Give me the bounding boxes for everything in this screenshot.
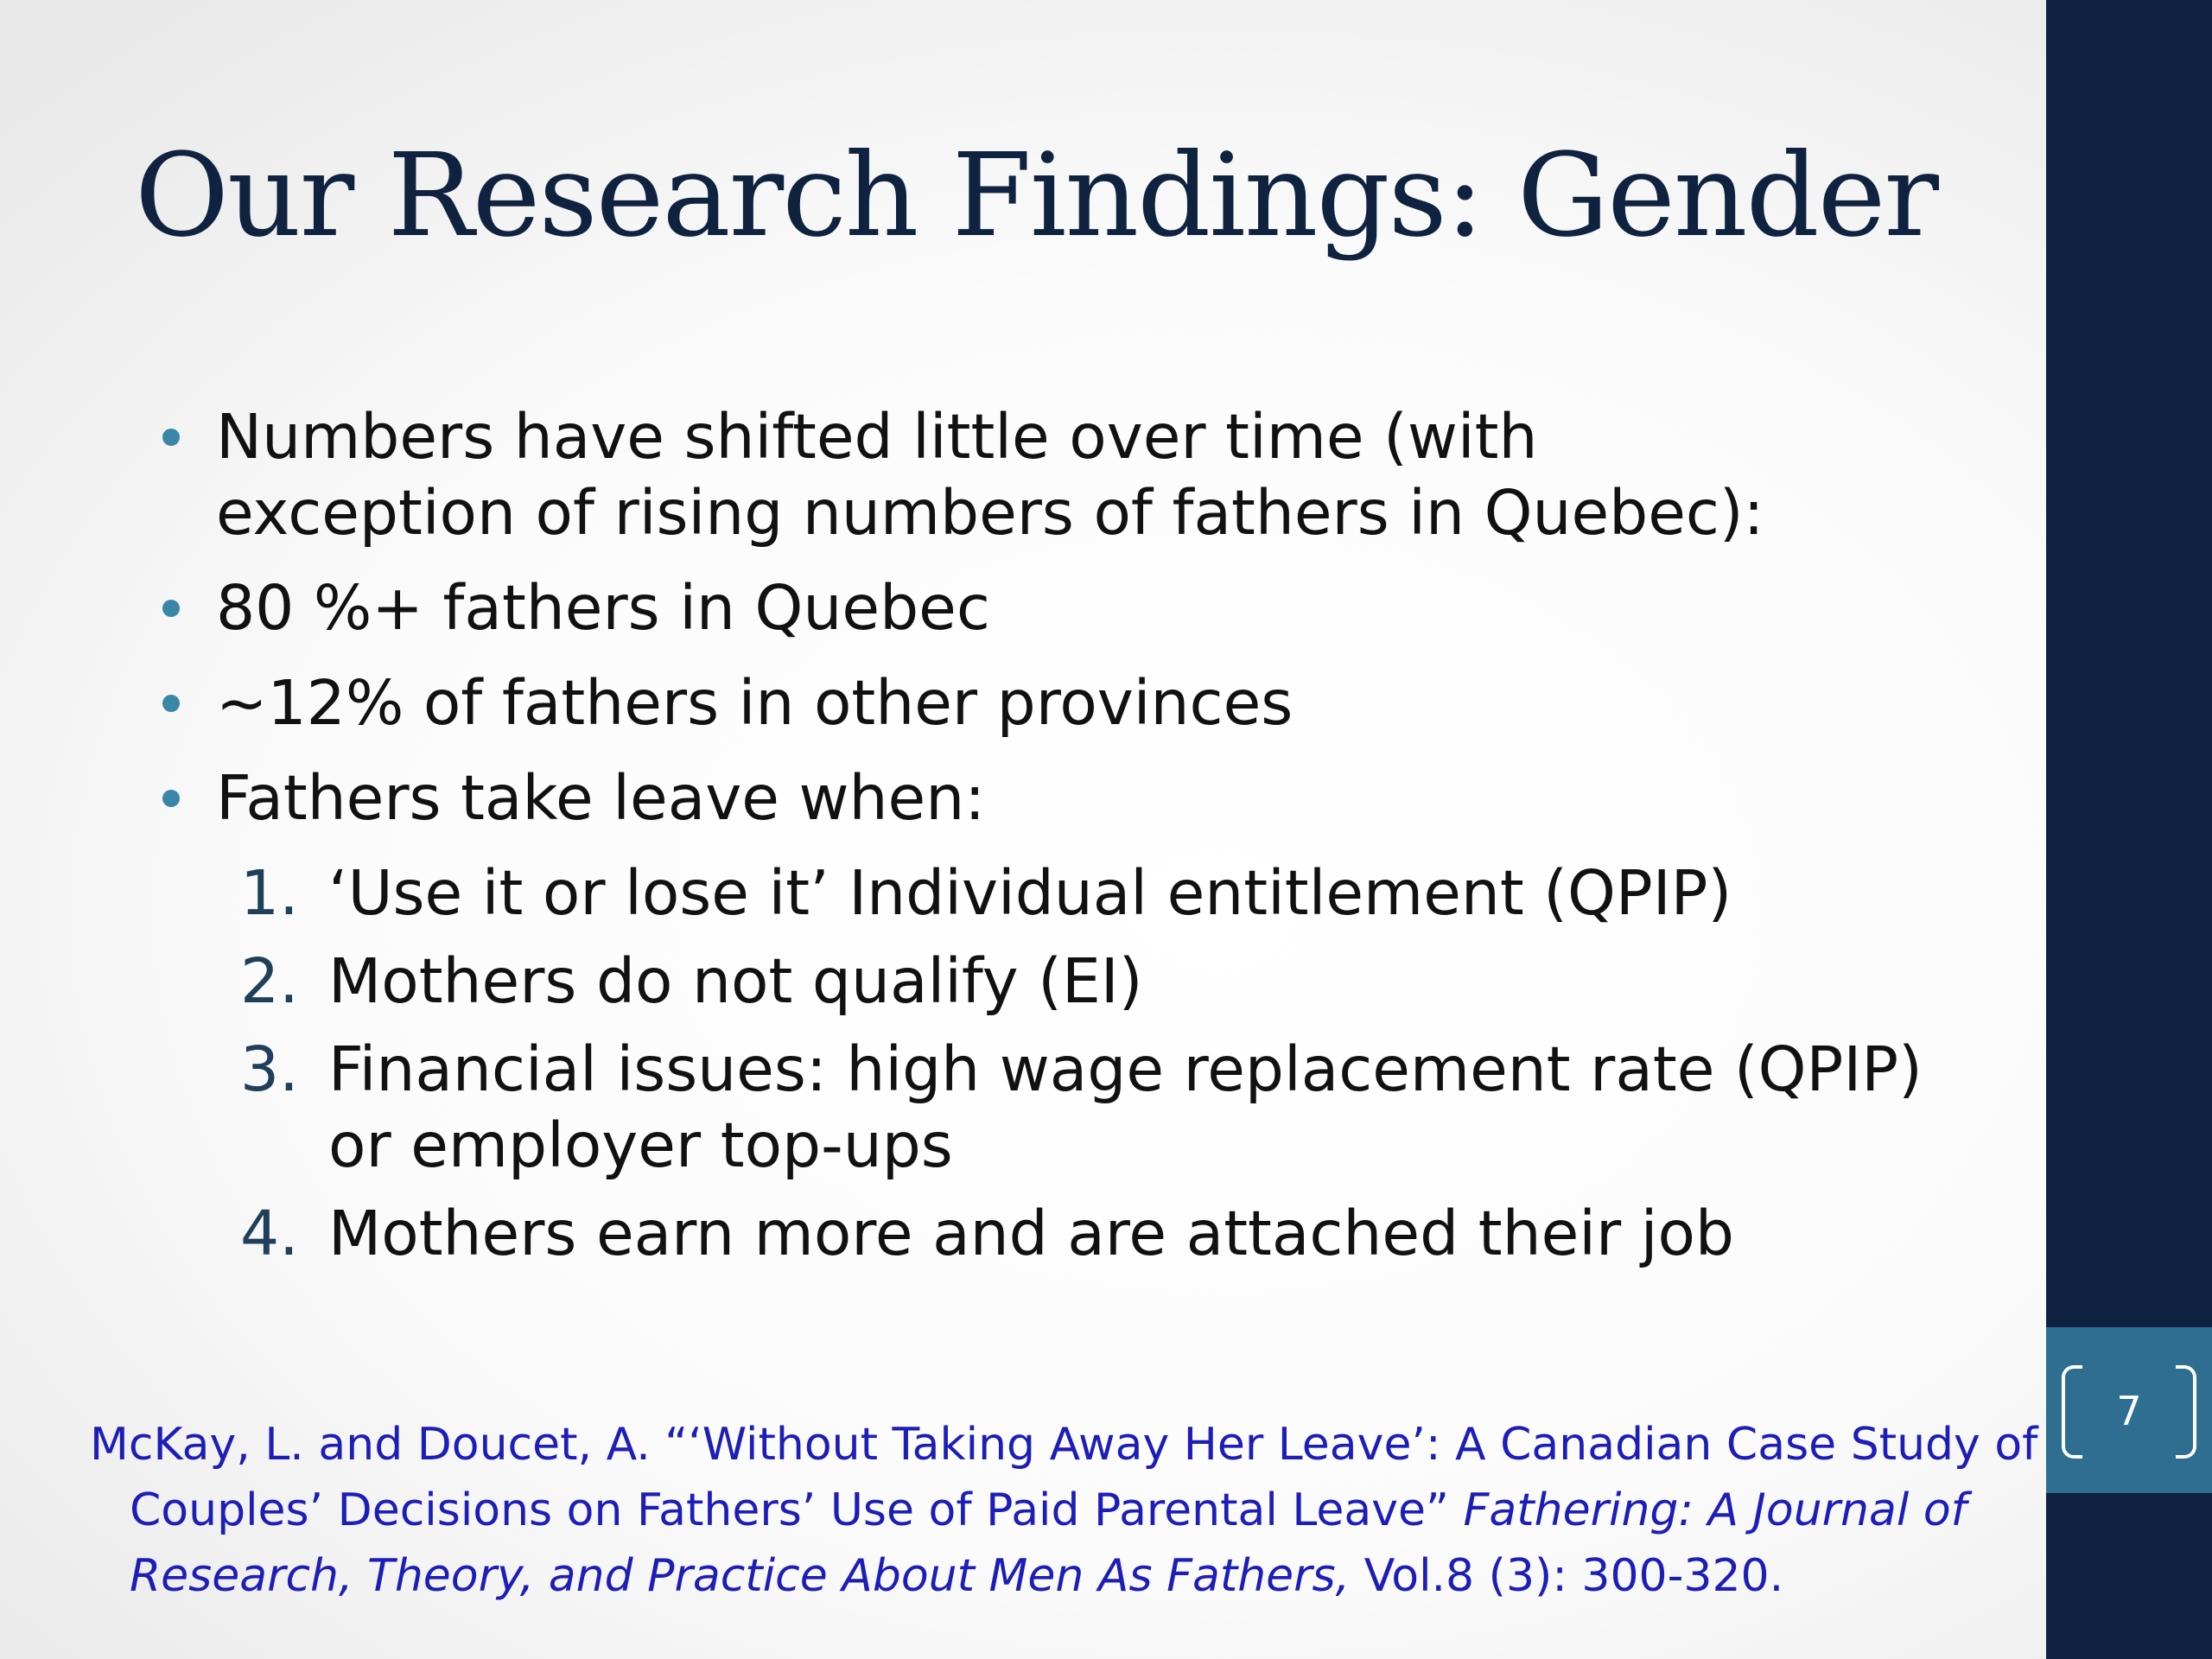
bullet-item-quebec-fathers [156, 570, 1936, 646]
bullet-text: Numbers have shifted little over time (with [216, 401, 1538, 473]
bullet-text: 80 %+ fathers in Quebec [216, 572, 990, 644]
numbered-list [156, 855, 1936, 1272]
numbered-text: Financial issues: high wage replacement rate (QPIP) [328, 1033, 1923, 1105]
numbered-text: Mothers do not qualify (EI) [328, 945, 1143, 1017]
bullet-item-fathers-take-leave [156, 760, 1936, 836]
bullet-text: Fathers take leave when: [216, 762, 986, 834]
citation-line-2 [90, 1478, 2034, 1543]
citation-volume: Vol.8 (3): 300-320. [1350, 1550, 1784, 1602]
numbered-text: ‘Use it or lose it’ Individual entitlement (QPIP) [328, 857, 1732, 929]
citation-line-3 [90, 1543, 2034, 1609]
numbered-item-1 [156, 855, 1936, 931]
bullet-icon [162, 600, 180, 617]
citation-line-1: McKay, L. and Doucet, A. “‘Without Taking Away Her Leave’: A Canadian Case Study of [90, 1419, 2038, 1471]
bullet-icon [162, 429, 180, 446]
number-marker: 4. [240, 1198, 299, 1269]
citation-journal-name-continued: Research, Theory, and Practice About Men As Fathers, [130, 1550, 1351, 1602]
numbered-item-2 [156, 944, 1936, 1020]
bullet-list [156, 399, 1936, 836]
slide-number-badge [2046, 1327, 2212, 1493]
number-marker: 1. [240, 857, 299, 929]
numbered-item-4 [156, 1196, 1936, 1272]
numbered-item-3 [156, 1032, 1936, 1184]
bullet-item-numbers-shifted [156, 399, 1936, 551]
slide-number: 7 [2116, 1388, 2142, 1434]
bullet-text: ~12% of fathers in other provinces [216, 667, 1294, 739]
citation-journal-name: Fathering: A Journal of [1463, 1484, 1967, 1536]
bullet-text-continued: exception of rising numbers of fathers in Quebec): [216, 477, 1764, 549]
numbered-text-continued: or employer top-ups [328, 1109, 953, 1181]
bullet-item-other-provinces [156, 665, 1936, 741]
number-marker: 3. [240, 1033, 299, 1105]
number-marker: 2. [240, 945, 299, 1017]
bullet-icon [162, 790, 180, 807]
citation-article-title: Couples’ Decisions on Fathers’ Use of Paid Parental Leave” [130, 1484, 1464, 1536]
bullet-icon [162, 695, 180, 712]
slide-content [156, 399, 1936, 1284]
right-bracket-icon [2176, 1365, 2196, 1459]
numbered-text: Mothers earn more and are attached their job [328, 1198, 1734, 1269]
slide-title: Our Research Findings: Gender [135, 130, 1937, 263]
citation [90, 1412, 2038, 1609]
